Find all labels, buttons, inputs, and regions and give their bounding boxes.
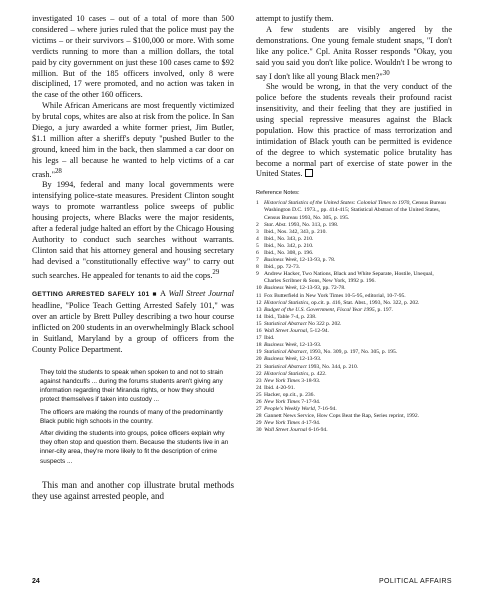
- reference-note-number: 25: [256, 391, 262, 398]
- reference-note-text: , 12-13-93.: [296, 356, 322, 363]
- reference-note-text: Census Bureau Washington D.C. 1973.,, pp. 414-415; Statistical Abstract of the United States, Census Bureau 1993, No. 305, p. 195.: [264, 200, 446, 221]
- reference-note-publication: Statistical Abstract: [264, 363, 307, 370]
- body-paragraph: This man and another cop illustrate brutal methods they use against arrested people, and: [32, 479, 234, 502]
- reference-note-text: Andrew Hacker, Two Nations, Black and White Separate, Hostile, Unequal, Charles Scribner & Sons, New York, 1992 p. 196.: [264, 271, 434, 285]
- reference-note-publication: New York Times: [264, 398, 300, 405]
- reference-note-number: 9: [256, 271, 259, 278]
- quote-paragraph: They told the students to speak when spoken to and not to strain against handcuffs ... during the forums students aren't giving any information regarding their Miranda rights, or how they should protect themselves if taken into custody ...: [40, 368, 223, 404]
- reference-note: [256, 335, 452, 342]
- reference-note-number: 19: [256, 349, 262, 356]
- reference-note-text: , 1993, No. 309, p. 197, No. 305, p. 195.: [306, 349, 398, 356]
- reference-note-text: 6-16-94.: [307, 427, 328, 434]
- reference-note-number: 16: [256, 328, 262, 335]
- reference-note: [256, 385, 452, 392]
- right-column: [256, 14, 452, 434]
- reference-note-text: 4-17-94.: [299, 420, 321, 427]
- reference-note-publication: Business Week: [264, 342, 297, 349]
- reference-note-number: 8: [256, 264, 259, 271]
- reference-note: [256, 342, 452, 349]
- reference-note-number: 24: [256, 384, 262, 391]
- magazine-name: POLITICAL AFFAIRS: [378, 578, 452, 585]
- reference-note-number: 4: [256, 235, 259, 242]
- reference-note-text: 1993, No. 344, p. 210.: [306, 363, 359, 370]
- reference-note-text: Fox Butterfield in New York Times 10-5-95, editorial, 10-7-95.: [264, 292, 406, 299]
- reference-note-number: 10: [256, 285, 262, 292]
- reference-note: [256, 264, 452, 271]
- section-paragraph: GETTING ARRESTED SAFELY 101 ■ A Wall Street Journal headline, "Police Teach Getting Arrested Safely 101," was over an article by Brett Pulley describing a two hour course inflicted on 200 students in an overwhelmingly Black school in Suitland, Maryland by a group of officers from the County Police Department.: [32, 289, 234, 354]
- reference-note: [256, 243, 452, 250]
- reference-note: [256, 378, 452, 385]
- footnote-ref: 30: [382, 69, 390, 77]
- reference-note-number: 14: [256, 313, 262, 320]
- reference-note-text: , 5-12-94.: [307, 328, 329, 335]
- reference-note-number: 5: [256, 242, 259, 249]
- reference-note-number: 27: [256, 406, 262, 413]
- reference-note-text: 3-18-93.: [299, 377, 321, 384]
- reference-note-text: Ibid., pp. 72-73.: [264, 264, 301, 271]
- section-subhead: GETTING ARRESTED SAFELY 101 ■: [32, 291, 158, 299]
- reference-note-publication: Business Week: [264, 285, 297, 292]
- reference-note: [256, 364, 452, 371]
- reference-note-text: , 12-13-93.: [296, 342, 322, 349]
- reference-note: [256, 314, 452, 321]
- reference-note-number: 26: [256, 398, 262, 405]
- reference-note: [256, 356, 452, 363]
- reference-note-text: , p. 197.: [374, 306, 393, 313]
- reference-note: [256, 406, 452, 413]
- reference-note-publication: Business Week: [264, 356, 297, 363]
- quote-paragraph: After dividing the students into groups, police officers explain why they often stop and question them. Because the students live in an inner-city area, they're more likely to fit the description of crime suspects ...: [40, 429, 229, 465]
- block-quote: [40, 368, 230, 466]
- reference-note-text: , 12-13-93, p. 78.: [296, 257, 336, 264]
- reference-note-number: 7: [256, 257, 259, 264]
- reference-note-text: Ibid., Table 7-4, p. 238.: [264, 313, 317, 320]
- reference-note-text: Ibid., No. 308, p. 196.: [264, 250, 314, 257]
- reference-note: [256, 222, 452, 229]
- body-paragraph: A few students are visibly angered by the demonstrations. One young female student snaps, "I don't like any police." Cpl. Anita Rosser responds "Okay, you said you said you don't like police. Wouldn't I be wrong to say I don't like all young Black men?"$^{30}$: [256, 24, 452, 81]
- reference-note-text: Gannett News Service, How Cops Beat the Rap, Series reprint, 1992.: [264, 413, 420, 420]
- reference-note-publication: New York Times: [264, 377, 300, 384]
- reference-note-number: 28: [256, 413, 262, 420]
- reference-note-number: 6: [256, 250, 259, 257]
- reference-note-publication: People's Weekly World: [264, 406, 315, 413]
- reference-note: [256, 293, 452, 300]
- quote-paragraph: The officers are making the rounds of many of the predominantly Black public high schools in the country.: [40, 408, 223, 425]
- reference-note-text: 7-17-94.: [299, 398, 321, 405]
- reference-note: [256, 321, 452, 328]
- body-paragraph: While African Americans are most frequently victimized by brutal cops, whites are also at risk from the police. In San Diego, a jury awarded a white former priest, Jim Butler, $1.1 million after a sheriff's deputy "pushed Butler to the ground, kneed him in the back, then slammed a car door on his legs – all because he wanted to help victims of a car crash."$^{28}$: [32, 101, 234, 179]
- page-footer: [32, 578, 452, 590]
- body-paragraph: attempt to justify them.: [256, 14, 334, 23]
- reference-note-text: 1993, No. 313, p. 198.: [286, 221, 339, 228]
- reference-note: [256, 229, 452, 236]
- reference-note-text: No 322 p. 202.: [306, 320, 342, 327]
- reference-note: [256, 328, 452, 335]
- reference-note-text: Ibid., Nos. 342, 343, p. 210.: [264, 228, 327, 235]
- reference-note-number: 21: [256, 363, 262, 370]
- reference-note-number: 30: [256, 427, 262, 434]
- reference-note-publication: Wall Street Journal: [264, 427, 308, 434]
- reference-note-publication: Historical Statistics: [264, 370, 309, 377]
- page-number: 24: [32, 578, 40, 585]
- reference-note-publication: Wall Street Journal: [264, 328, 308, 335]
- reference-note: [256, 250, 452, 257]
- publication-name: Wall Street Journal: [168, 289, 234, 299]
- reference-note-number: 3: [256, 228, 259, 235]
- reference-note-text: Ibid., No. 343, p. 210.: [264, 235, 314, 242]
- reference-note: [256, 392, 452, 399]
- reference-note-number: 2: [256, 221, 259, 228]
- body-paragraph: By 1994, federal and many local governments were intensifying police-state measures. President Clinton sought ways to promote warrantless police sweeps of public housing projects, where Blacks were the major residents, after a federal judge halted an effort by the Chicago Housing Authority to conduct such searches without warrants. Clinton said that his attorney general and housing secretary had devised a "constitutionally effective way" to carry out such searches. He appealed for tenants to aid the cops.$^{29}$: [32, 180, 234, 280]
- reference-note: [256, 285, 452, 292]
- reference-note: [256, 236, 452, 243]
- reference-note-number: 11: [256, 292, 262, 299]
- reference-note-publication: New York Times: [264, 420, 300, 427]
- reference-note: [256, 257, 452, 264]
- reference-note-publication: Business Week: [264, 257, 297, 264]
- reference-note-text: Ibid. 4-20-91.: [264, 384, 295, 391]
- body-paragraph: investigated 10 cases – out of a total of more than 500 considered – where juries ruled that the police must pay the victims – or their survivors – $100,000 or more. With some verdicts running to more than a million dollars, the total paid by city government on just these 100 cases came to $92 million. But of the 185 officers involved, only 8 were disciplined, 17 were promoted, and no action was taken in the case of the other 160 officers.: [32, 14, 234, 100]
- reference-note-number: 20: [256, 356, 262, 363]
- reference-note-text: , p. 422.: [308, 370, 327, 377]
- reference-note-number: 15: [256, 320, 262, 327]
- reference-note-publication: Historical Statistics: [264, 299, 309, 306]
- reference-note-text: , op.cit. p. 416, Stat. Abst., 1993, No. 322, p. 202.: [308, 299, 420, 306]
- reference-note-publication: Historical Statistics of the United States: Colonial Times to 1970,: [264, 200, 411, 207]
- reference-notes-title: Reference Notes:: [256, 190, 300, 197]
- reference-note: [256, 427, 452, 434]
- reference-note-publication: Budget of the U.S. Government, Fiscal Year 1995: [264, 306, 375, 313]
- reference-note-number: 29: [256, 420, 262, 427]
- reference-note-text: Hacker, op.cit., p. 236.: [264, 391, 315, 398]
- reference-note-text: , 12-13-93, pp. 72-78.: [296, 285, 346, 292]
- reference-note-number: 18: [256, 342, 262, 349]
- reference-note-text: , 7-16-94.: [314, 406, 337, 413]
- reference-note-number: 13: [256, 306, 262, 313]
- reference-note-publication: Statistical Abstract: [264, 320, 307, 327]
- left-column: [32, 14, 234, 503]
- reference-note-publication: Statistical Abstract: [264, 349, 307, 356]
- reference-note-number: 17: [256, 335, 262, 342]
- reference-note: [256, 349, 452, 356]
- reference-note: [256, 413, 452, 420]
- reference-note: [256, 200, 452, 221]
- footnote-ref: 28: [54, 167, 62, 175]
- end-mark-icon: [305, 169, 313, 177]
- reference-note: [256, 399, 452, 406]
- reference-note: [256, 307, 452, 314]
- reference-note-text: Ibid.: [264, 335, 275, 342]
- reference-note-number: 22: [256, 370, 262, 377]
- reference-note-text: Ibid., No. 342, p. 210.: [264, 242, 314, 249]
- body-paragraph: She would be wrong, in that the very conduct of the police before the students reveals their profound racist insensitivity, and their feeling that they are justified in using special repressive measures against the Black population. How this practice of mass terrorization and intimidation of Black youth can be permitted is evidence of the degree to which systematic police brutality has become a normal part of exercise of state power in the United States.: [256, 82, 452, 179]
- reference-note-number: 12: [256, 299, 262, 306]
- footnote-ref: 29: [212, 268, 220, 276]
- reference-notes-list: [256, 200, 452, 434]
- reference-note-number: 1: [256, 200, 259, 207]
- reference-note: [256, 371, 452, 378]
- reference-note: [256, 271, 452, 285]
- reference-note: [256, 300, 452, 307]
- reference-note-publication: Stat. Abst.: [264, 221, 287, 228]
- reference-note-number: 23: [256, 377, 262, 384]
- reference-note: [256, 420, 452, 427]
